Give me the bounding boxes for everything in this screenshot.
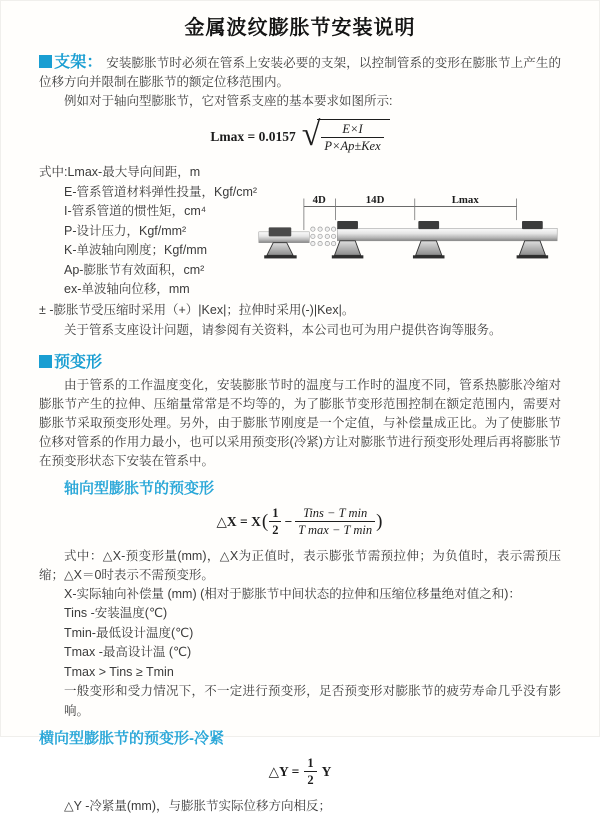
pipe-support-diagram — [257, 189, 577, 300]
subtitle-axial-preform: 轴向型膨胀节的预变形 — [64, 479, 215, 497]
note-line: Tmin-最低设计温度(℃) — [64, 625, 194, 640]
fraction-temperature — [295, 506, 375, 537]
definition-line: Ap-膨胀节有效面积，cm² — [64, 262, 205, 277]
definition-line: P-设计压力，Kgf/mm² — [64, 223, 187, 238]
note-line: Tmax > Tins ≥ Tmin — [64, 664, 174, 679]
definition-line: 式中:Lmax-最大导向间距，m — [39, 165, 201, 179]
fraction-one-half — [269, 506, 281, 537]
preform-body-text: 由于管系的工作温度变化，安装膨胀节时的温度与工作时的温度不同，管系热膨胀冷缩对膨胀节产生的拉伸、压缩量常常是不均等的，为了膨胀节变形范围控制在额定范围内，需要对膨胀节采取预变形处理。另外，由于膨胀节刚度是一个定值，与补偿量成正比。为了使膨胀节位移对管系的作用力最小，也可以采用预变形(冷紧)方让对膨胀节进行预变形处理后再将膨胀节在预变形状态下安装在管系中。 — [39, 377, 561, 468]
formula-lateral-preform — [39, 756, 561, 787]
minus-operator: − — [284, 513, 293, 529]
axial-closing-note: 一般变形和受力情况下，不一定进行预变形，足否预变形对膨胀节的疲劳寿命几乎没有影响。 — [64, 684, 561, 718]
dim-label-lmax: Lmax — [451, 194, 479, 206]
definition-line: E-管系管道材料弹性投量，Kgf/cm² — [64, 184, 258, 199]
note-line: X-实际轴向补偿量 (mm) (相对于膨胀节中间状态的拉伸和压缩位移量绝对值之和)： — [64, 586, 521, 601]
open-paren: ( — [261, 510, 269, 532]
formula-axial-lhs: △X = X — [216, 513, 261, 529]
radical-sign: √ — [301, 116, 321, 153]
definition-line: ex-单波轴向位移，mm — [64, 282, 190, 296]
fraction-numerator: Tins − T min — [295, 506, 375, 522]
formula-axial-preform — [39, 506, 561, 537]
subtitle-lateral-preform: 横向型膨胀节的预变形-冷紧 — [39, 730, 224, 747]
fraction-denominator: P×Ap±Kex — [324, 139, 381, 153]
plusminus-note: ± -膨胀节受压缩时采用（+）|Kex|；拉伸时采用(-)|Kex|。 — [39, 302, 355, 317]
section-heading-label: 预变形 — [54, 353, 103, 371]
anchor-base — [264, 255, 296, 258]
fraction-denominator: 2 — [272, 522, 279, 537]
pipe-diagram-svg — [257, 189, 577, 281]
formula-lateral-lhs: △Y = — [268, 764, 300, 779]
note-line: Tmax -最高设计温 (℃) — [64, 645, 192, 659]
definition-line: I-管系管道的惯性矩，cm⁴ — [64, 204, 207, 218]
main-pipe — [337, 228, 557, 241]
support-example-line: 例如对于轴向型膨胀节，它对管系支座的基本要求如图所示: — [64, 94, 393, 108]
section-heading-preform — [39, 353, 561, 373]
axial-note-main: 式中：△X-预变形量(mm)，△X为正值时，表示膨张节需预拉伸；为负值时，表示需预压缩；△X＝0时表示不需预变形。 — [39, 548, 561, 582]
bellows-icon — [311, 227, 336, 246]
section-marker-icon — [39, 55, 52, 68]
formula-lmax-lhs: Lmax = 0.0157 — [210, 128, 296, 144]
fraction-denominator: 2 — [307, 773, 314, 787]
fraction-numerator: E×I — [321, 122, 383, 138]
fraction-numerator: 1 — [304, 756, 316, 772]
formula-lmax — [39, 116, 561, 153]
section-marker-icon — [39, 355, 52, 368]
anchor-clamp — [269, 227, 292, 236]
definitions-and-diagram — [39, 163, 561, 300]
dim-label-4d: 4D — [312, 194, 326, 206]
axial-notes-list — [39, 585, 561, 722]
note-line: Tins -安装温度(℃) — [64, 606, 168, 620]
formula-lateral-rhs: Y — [321, 764, 332, 779]
support-body-text: 安装膨胀节时必须在管系上安装必要的支架，以控制管系的变形在膨胀节上产生的位移方向并限制在膨胀节的额定位移范围内。 — [39, 56, 561, 89]
lateral-note: △Y -冷紧量(mm)，与膨胀节实际位移方向相反； — [64, 799, 332, 813]
support-paragraph — [39, 53, 561, 92]
symbol-definitions-list — [39, 163, 257, 300]
fraction-one-half — [304, 756, 316, 787]
anchor-pedestal — [267, 243, 293, 256]
fraction-denominator: T max − T min — [298, 522, 373, 537]
formula-lmax-fraction — [321, 122, 383, 153]
definition-line: K-单波轴向刚度；Kgf/mm — [64, 243, 208, 257]
service-note: 关于管系支座设计问题，请参阅有关资料，本公司也可为用户提供咨询等服务。 — [64, 323, 502, 337]
section-heading-label: 支架： — [54, 54, 103, 71]
fraction-numerator: 1 — [269, 506, 281, 522]
close-paren: ) — [376, 510, 383, 532]
sqrt-radical — [301, 116, 390, 153]
dim-label-14d: 14D — [365, 194, 385, 206]
section-heading-support — [39, 56, 103, 70]
page-title: 金属波纹膨胀节安装说明 — [184, 17, 416, 39]
